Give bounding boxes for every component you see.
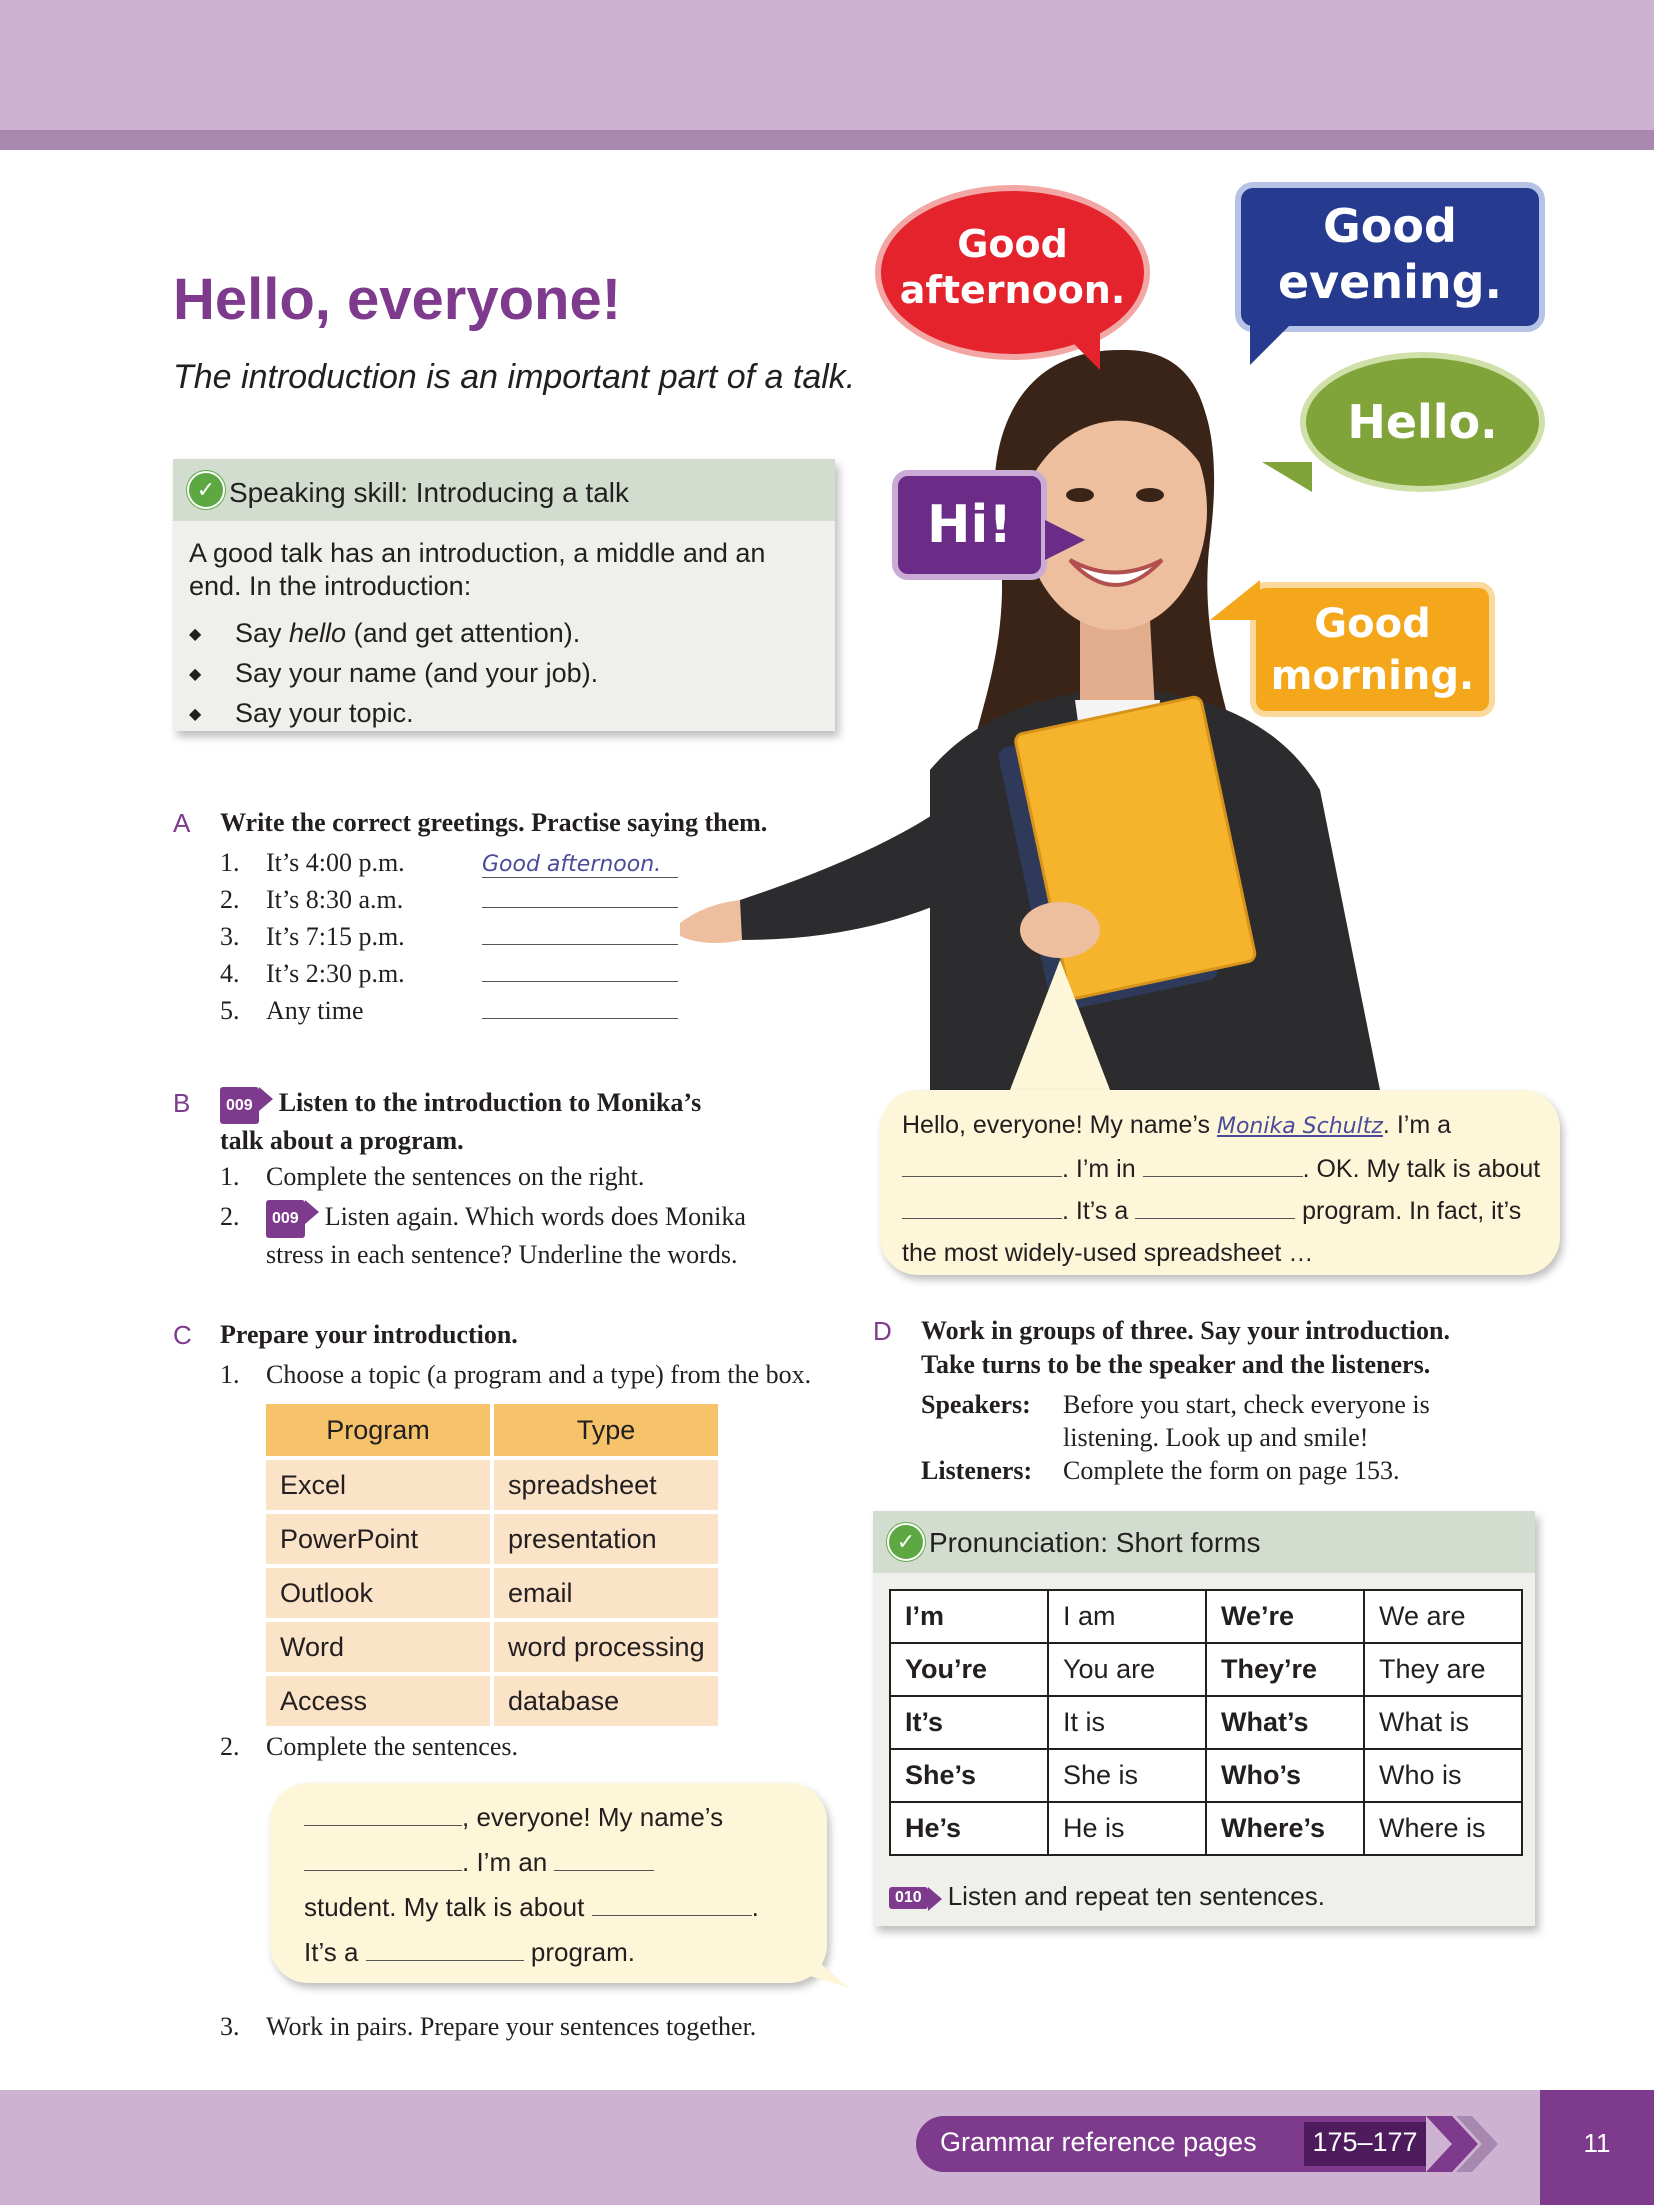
table-row: It’s It is What’s What is (890, 1696, 1522, 1749)
pronunciation-title: Pronunciation: Short forms (929, 1527, 1261, 1558)
blank-field[interactable] (366, 1942, 524, 1961)
blank-field[interactable] (592, 1897, 752, 1916)
table-row: Outlook email (266, 1568, 718, 1618)
blank-field[interactable] (902, 1158, 1062, 1177)
section-c-item-2: 2. Complete the sentences. (220, 1732, 518, 1761)
pronunciation-instruction: 010 Listen and repeat ten sentences. (889, 1881, 1325, 1912)
table-row: Excel spreadsheet (266, 1460, 718, 1510)
grammar-reference-label: Grammar reference pages (940, 2127, 1257, 2157)
list-item: 2. 009 Listen again. Which words does Monika stress in each sentence? Underline the words. (220, 1202, 746, 1270)
monika-speech-bubble (880, 1090, 1560, 1275)
grammar-reference-link[interactable] (916, 2116, 1426, 2172)
bullet-icon: ◆ (189, 625, 202, 643)
speech-bubble-evening: Good evening. (1235, 182, 1545, 332)
monika-intro-text: Hello, everyone! My name’s Monika Schultz. I’m a . I’m in . OK. My talk is about . It’s a program. In fact, it’s the most widely-used spreadsheet … (902, 1111, 1541, 1267)
speech-bubble-hello: Hello. (1300, 352, 1545, 492)
section-letter-b: B (173, 1088, 191, 1118)
section-b-list (220, 1160, 746, 1272)
page-number-box (1540, 2090, 1654, 2205)
section-d-heading: Work in groups of three. Say your introduction. Take turns to be the speaker and the listeners. (921, 1316, 1450, 1379)
blank-field[interactable] (1143, 1158, 1303, 1177)
blank-field[interactable] (304, 1852, 462, 1871)
answer-field[interactable]: Good afternoon. (482, 852, 678, 878)
bubble-tail (780, 1930, 850, 1990)
bubble-tail (1250, 325, 1290, 365)
list-item: 1. Complete the sentences on the right. (220, 1162, 645, 1191)
pronunciation-box (873, 1511, 1535, 1926)
answer-field[interactable] (482, 961, 678, 982)
table-row: He’s He is Where’s Where is (890, 1802, 1522, 1855)
speech-bubble-morning: Good morning. (1250, 582, 1495, 717)
answer-field[interactable] (482, 887, 678, 908)
blank-field[interactable] (304, 1807, 462, 1826)
section-c-heading: Prepare your introduction. (220, 1320, 518, 1349)
table-row: PowerPoint presentation (266, 1514, 718, 1564)
bullet-icon: ◆ (189, 705, 202, 723)
audio-track-badge[interactable]: 009 (266, 1200, 305, 1238)
section-c-item-3: 3. Work in pairs. Prepare your sentences together. (220, 2012, 757, 2041)
bullet-item: ◆ Say hello (and get attention). (189, 614, 598, 654)
bubble-tail (1045, 520, 1085, 560)
audio-track-badge[interactable]: 009 (220, 1087, 259, 1124)
section-b-heading: 009 Listen to the introduction to Monika’s talk about a program. (220, 1088, 702, 1155)
bubble-tail (1210, 580, 1260, 620)
page-subtitle: The introduction is an important part of a talk. (173, 358, 856, 396)
table-row: You’re You are They’re They are (890, 1643, 1522, 1696)
top-band (0, 0, 1654, 130)
list-item: 3. It’s 7:15 p.m. (220, 922, 740, 959)
prepare-intro-bubble (270, 1783, 827, 1983)
chevron-right-icon (1426, 2116, 1506, 2172)
program-type-table (262, 1400, 722, 1730)
speaking-skill-bullets (189, 614, 598, 734)
page-number: 11 (1583, 2128, 1611, 2158)
speech-bubble-hi: Hi! (892, 470, 1047, 580)
answer-field[interactable] (482, 924, 678, 945)
section-d-roles: Speakers: Before you start, check everyone is listening. Look up and smile! Listeners: Complete the form on page 153. (921, 1390, 1430, 1485)
speech-bubble-afternoon: Good afternoon. (875, 185, 1150, 360)
prepare-intro-text: , everyone! My name’s . I’m an student. My talk is about . It’s a program. (304, 1802, 759, 1967)
list-item: 4. It’s 2:30 p.m. (220, 959, 740, 996)
checkmark-icon: ✓ (887, 1523, 925, 1561)
speaking-skill-intro: A good talk has an introduction, a middle and an end. In the introduction: (189, 538, 766, 601)
blank-field[interactable] (554, 1852, 654, 1871)
answer-field[interactable] (482, 998, 678, 1019)
bullet-item: ◆ Say your topic. (189, 694, 598, 734)
top-band-stripe (0, 130, 1654, 150)
section-letter-a: A (173, 808, 191, 838)
grammar-pages-box (1304, 2122, 1426, 2166)
table-row: Access database (266, 1676, 718, 1726)
table-row: She’s She is Who’s Who is (890, 1749, 1522, 1802)
speaking-skill-title: Speaking skill: Introducing a talk (229, 477, 629, 508)
bubble-tail (1262, 462, 1312, 492)
table-row: Word word processing (266, 1622, 718, 1672)
short-forms-table (889, 1589, 1523, 1856)
bubble-tail (1060, 330, 1100, 370)
bullet-icon: ◆ (189, 665, 202, 683)
bubble-tail (1000, 960, 1120, 1100)
bullet-item: ◆ Say your name (and your job). (189, 654, 598, 694)
section-a-list (220, 848, 740, 1033)
page-title: Hello, everyone! (173, 267, 622, 332)
section-letter-d: D (873, 1316, 892, 1346)
section-a-heading: Write the correct greetings. Practise saying them. (220, 808, 768, 837)
blank-field[interactable] (902, 1200, 1062, 1219)
checkmark-icon: ✓ (187, 471, 225, 509)
blank-field[interactable] (1135, 1200, 1295, 1219)
audio-track-badge[interactable]: 010 (889, 1887, 928, 1909)
list-item: 5. Any time (220, 996, 740, 1033)
section-c-item-1: 1. Choose a topic (a program and a type) from the box. (220, 1360, 812, 1389)
table-row: I’m I am We’re We are (890, 1590, 1522, 1643)
list-item: 1. It’s 4:00 p.m. Good afternoon. (220, 848, 740, 885)
table-header: Program (266, 1404, 490, 1456)
section-letter-c: C (173, 1320, 192, 1350)
grammar-pages: 175–177 (1312, 2127, 1418, 2157)
table-header: Type (494, 1404, 718, 1456)
list-item: 2. It’s 8:30 a.m. (220, 885, 740, 922)
